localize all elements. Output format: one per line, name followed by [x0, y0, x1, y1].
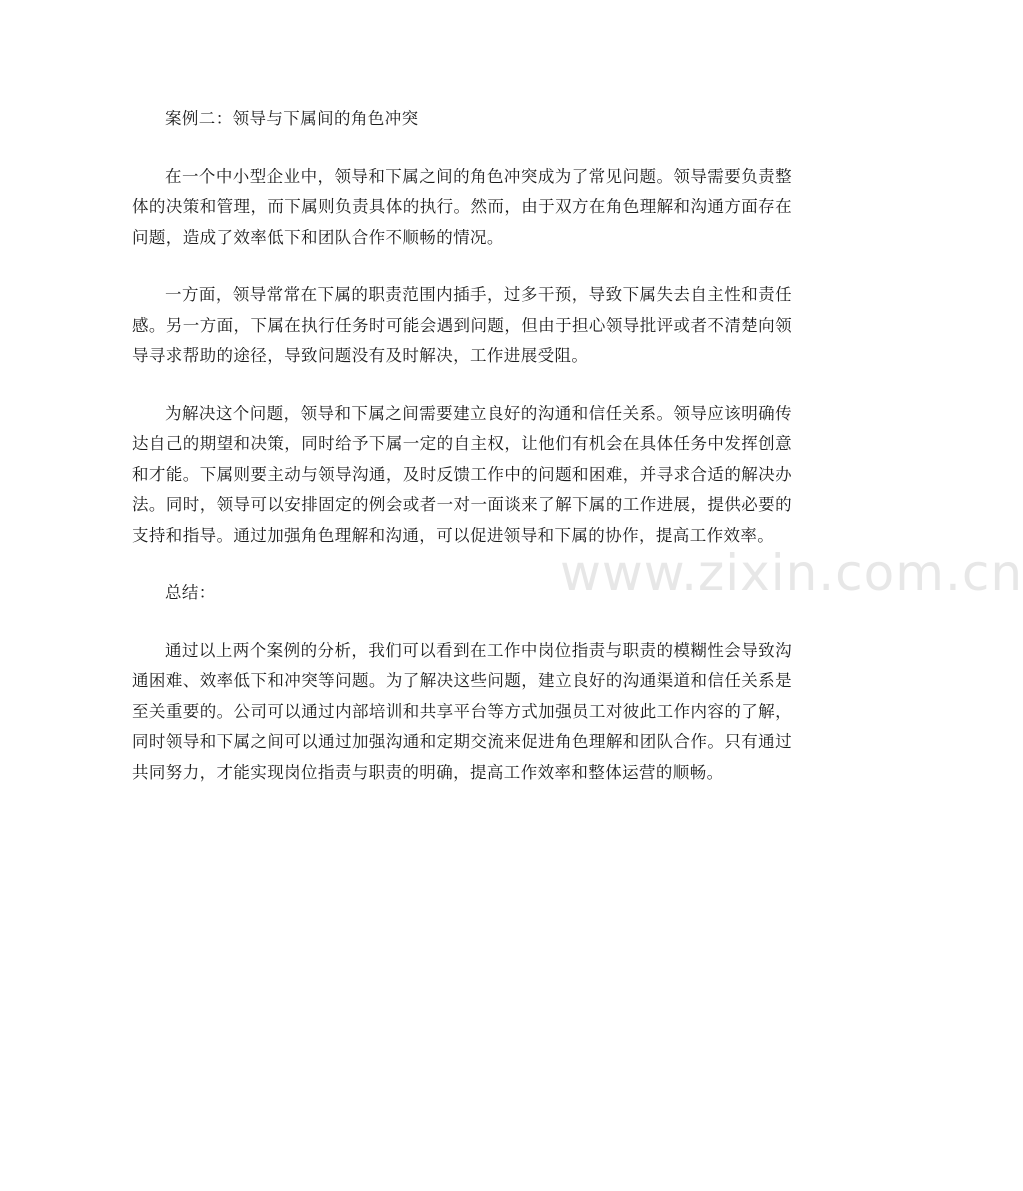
paragraph-1: 在一个中小型企业中，领导和下属之间的角色冲突成为了常见问题。领导需要负责整体的决策和管理，而下属则负责具体的执行。然而，由于双方在角色理解和沟通方面存在问题，造成了效率低下和团队合作不顺畅的情况。	[132, 166, 792, 247]
paragraph-3: 为解决这个问题，领导和下属之间需要建立良好的沟通和信任关系。领导应该明确传达自己的期望和决策，同时给予下属一定的自主权，让他们有机会在具体任务中发挥创意和才能。下属则要主动与领导沟通，及时反馈工作中的问题和困难，并寻求合适的解决办法。同时，领导可以安排固定的例会或者一对一面谈来了解下属的工作进展，提供必要的支持和指导。通过加强角色理解和沟通，可以促进领导和下属的协作，提高工作效率。	[132, 403, 792, 545]
document-body	[132, 104, 792, 815]
summary-paragraph: 通过以上两个案例的分析，我们可以看到在工作中岗位指责与职责的模糊性会导致沟通困难、效率低下和冲突等问题。为了解决这些问题，建立良好的沟通渠道和信任关系是至关重要的。公司可以通过内部培训和共享平台等方式加强员工对彼此工作内容的了解，同时领导和下属之间可以通过加强沟通和定期交流来促进角色理解和团队合作。只有通过共同努力，才能实现岗位指责与职责的明确，提高工作效率和整体运营的顺畅。	[132, 640, 792, 782]
summary-heading: 总结：	[165, 583, 216, 602]
watermark-text: www.zixin.com.cn	[560, 544, 1023, 602]
paragraph-2: 一方面，领导常常在下属的职责范围内插手，过多干预，导致下属失去自主性和责任感。另一方面，下属在执行任务时可能会遇到问题，但由于担心领导批评或者不清楚向领导寻求帮助的途径，导致问题没有及时解决，工作进展受阻。	[132, 285, 792, 365]
case-heading: 案例二：领导与下属间的角色冲突	[165, 109, 419, 128]
